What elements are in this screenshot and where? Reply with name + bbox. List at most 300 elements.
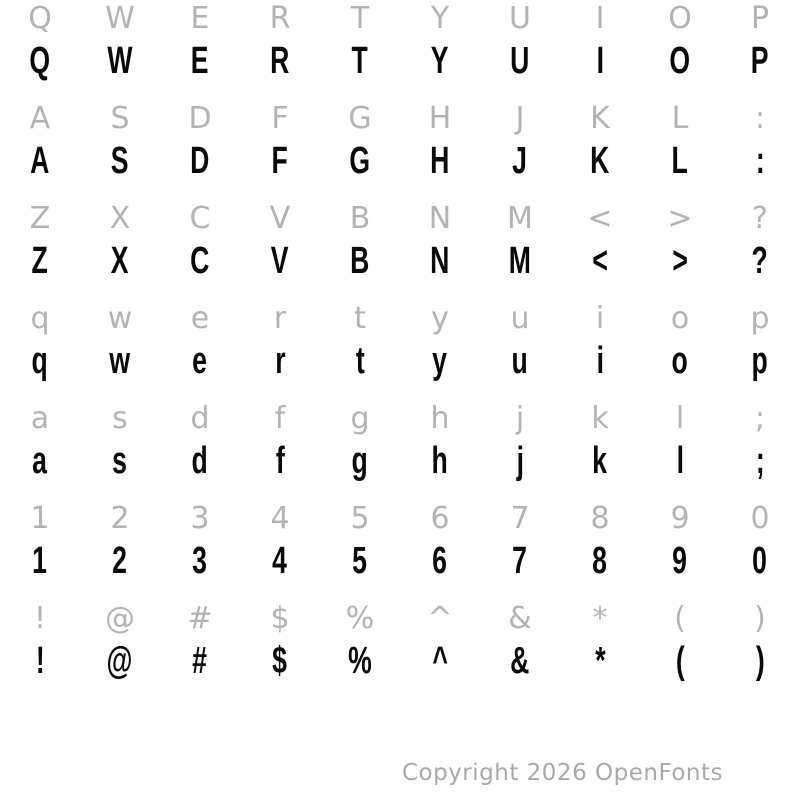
- glyph: ^: [427, 601, 453, 636]
- glyph-cell-black: [480, 240, 560, 282]
- glyph: 6: [432, 540, 448, 582]
- glyph-cell-black: [320, 40, 400, 82]
- glyph: 8: [590, 501, 610, 536]
- glyph-cell-gray: [160, 0, 240, 38]
- glyph-cell-gray: [160, 500, 240, 538]
- glyph: ;: [755, 440, 765, 482]
- glyph-cell-gray: [560, 200, 640, 238]
- glyph: 9: [670, 501, 690, 536]
- glyph: 2: [112, 540, 128, 582]
- glyph: 7: [512, 540, 528, 582]
- glyph: 4: [270, 501, 290, 536]
- glyph-cell-black: [400, 540, 480, 582]
- glyph: >: [667, 201, 693, 236]
- glyph-cell-gray: [400, 600, 480, 638]
- glyph: ): [754, 601, 766, 636]
- glyph: K: [590, 101, 610, 136]
- glyph: ?: [752, 201, 768, 236]
- glyph-cell-black: [480, 340, 560, 382]
- glyph: 1: [32, 540, 48, 582]
- glyph-cell-gray: [320, 600, 400, 638]
- glyph: t: [354, 301, 366, 336]
- glyph: l: [675, 401, 685, 436]
- glyph-cell-gray: [160, 600, 240, 638]
- glyph: M: [508, 240, 532, 282]
- glyph-cell-gray: [0, 200, 80, 238]
- glyph-block: [0, 200, 800, 300]
- glyph-row-gray: [0, 200, 800, 238]
- glyph-cell-gray: [400, 100, 480, 138]
- glyph-cell-gray: [400, 300, 480, 338]
- glyph: X: [111, 240, 129, 282]
- glyph: h: [430, 401, 450, 436]
- glyph: o: [671, 340, 689, 382]
- glyph: u: [511, 340, 529, 382]
- glyph-cell-black: [240, 240, 320, 282]
- glyph: *: [594, 640, 606, 682]
- glyph: <: [592, 240, 608, 282]
- glyph-cell-black: [320, 540, 400, 582]
- glyph: A: [30, 140, 50, 182]
- glyph-cell-gray: [320, 200, 400, 238]
- glyph-cell-gray: [80, 100, 160, 138]
- glyph: Q: [29, 40, 51, 82]
- glyph-cell-black: [720, 440, 800, 482]
- glyph: X: [109, 201, 131, 236]
- glyph: 6: [430, 501, 450, 536]
- glyph-cell-gray: [320, 400, 400, 438]
- glyph-row-gray: [0, 300, 800, 338]
- glyph-block: [0, 600, 800, 700]
- glyph: 3: [190, 501, 210, 536]
- glyph-cell-black: [560, 40, 640, 82]
- glyph: 4: [272, 540, 288, 582]
- glyph: y: [431, 301, 449, 336]
- glyph-cell-black: [0, 540, 80, 582]
- glyph-cell-black: [720, 540, 800, 582]
- glyph: t: [355, 340, 365, 382]
- glyph: I: [596, 40, 604, 82]
- glyph-cell-black: [480, 640, 560, 682]
- glyph-cell-black: [560, 540, 640, 582]
- glyph-cell-gray: [480, 0, 560, 38]
- glyph-block: [0, 500, 800, 600]
- glyph: $: [272, 640, 288, 682]
- glyph-cell-gray: [160, 100, 240, 138]
- glyph: 1: [30, 501, 50, 536]
- glyph: S: [111, 140, 129, 182]
- glyph-cell-gray: [80, 600, 160, 638]
- glyph: Y: [430, 1, 450, 36]
- glyph-cell-black: [0, 640, 80, 682]
- glyph: J: [515, 101, 525, 136]
- glyph: 8: [592, 540, 608, 582]
- glyph-cell-gray: [80, 400, 160, 438]
- glyph: :: [755, 140, 765, 182]
- glyph-cell-gray: [560, 500, 640, 538]
- glyph: M: [507, 201, 533, 236]
- glyph-cell-black: [320, 440, 400, 482]
- glyph-block: [0, 400, 800, 500]
- glyph: 7: [510, 501, 530, 536]
- glyph: P: [751, 40, 769, 82]
- glyph-cell-black: [320, 140, 400, 182]
- glyph: 0: [750, 501, 770, 536]
- glyph-cell-gray: [240, 400, 320, 438]
- glyph-cell-gray: [640, 500, 720, 538]
- glyph: k: [591, 401, 609, 436]
- glyph-cell-gray: [480, 100, 560, 138]
- glyph: H: [428, 101, 452, 136]
- glyph: 2: [110, 501, 130, 536]
- glyph: K: [590, 140, 610, 182]
- glyph: f: [274, 401, 286, 436]
- glyph-cell-gray: [640, 600, 720, 638]
- glyph-cell-gray: [640, 400, 720, 438]
- glyph-cell-black: [560, 440, 640, 482]
- glyph: w: [107, 301, 133, 336]
- glyph-cell-black: [240, 540, 320, 582]
- glyph-cell-black: [80, 440, 160, 482]
- glyph: u: [510, 301, 530, 336]
- glyph: T: [351, 40, 369, 82]
- glyph-row-black: [0, 40, 800, 82]
- glyph: j: [516, 440, 524, 482]
- glyph-cell-gray: [0, 0, 80, 38]
- glyph: G: [349, 140, 371, 182]
- glyph-cell-black: [640, 340, 720, 382]
- glyph-cell-gray: [720, 500, 800, 538]
- glyph: h: [431, 440, 449, 482]
- glyph: V: [271, 240, 289, 282]
- glyph: L: [671, 101, 689, 136]
- glyph: f: [275, 440, 285, 482]
- glyph: d: [190, 401, 210, 436]
- glyph: C: [190, 240, 210, 282]
- glyph-row-black: [0, 440, 800, 482]
- glyph-block: [0, 300, 800, 400]
- glyph-cell-gray: [720, 200, 800, 238]
- glyph-cell-black: [80, 640, 160, 682]
- glyph-cell-gray: [720, 600, 800, 638]
- glyph: L: [671, 140, 689, 182]
- glyph-cell-black: [80, 540, 160, 582]
- glyph-row-black: [0, 340, 800, 382]
- glyph-cell-gray: [320, 300, 400, 338]
- copyright-text: Copyright 2026 OpenFonts: [401, 760, 723, 786]
- glyph: B: [350, 240, 370, 282]
- glyph-cell-gray: [240, 600, 320, 638]
- glyph-cell-gray: [80, 500, 160, 538]
- glyph: y: [432, 340, 448, 382]
- glyph: O: [669, 40, 691, 82]
- glyph: A: [29, 101, 51, 136]
- glyph-row-black: [0, 640, 800, 682]
- glyph-block: [0, 100, 800, 200]
- glyph: D: [190, 140, 210, 182]
- glyph-cell-black: [720, 640, 800, 682]
- glyph: a: [32, 440, 48, 482]
- glyph-cell-black: [80, 140, 160, 182]
- glyph-cell-gray: [0, 500, 80, 538]
- glyph-cell-gray: [640, 200, 720, 238]
- glyph-cell-gray: [720, 0, 800, 38]
- glyph-cell-gray: [240, 100, 320, 138]
- glyph-cell-black: [400, 440, 480, 482]
- glyph-cell-gray: [320, 100, 400, 138]
- glyph: W: [107, 40, 133, 82]
- glyph: R: [269, 1, 291, 36]
- glyph: &: [510, 640, 530, 682]
- glyph-cell-black: [0, 440, 80, 482]
- glyph-cell-black: [640, 540, 720, 582]
- glyph: D: [188, 101, 212, 136]
- glyph-cell-black: [0, 40, 80, 82]
- glyph-cell-gray: [240, 200, 320, 238]
- glyph-cell-black: [160, 140, 240, 182]
- glyph-cell-gray: [400, 400, 480, 438]
- glyph: N: [430, 240, 450, 282]
- glyph-cell-gray: [160, 300, 240, 338]
- glyph-cell-gray: [480, 300, 560, 338]
- glyph-row-black: [0, 240, 800, 282]
- glyph: E: [191, 40, 209, 82]
- glyph-cell-black: [400, 140, 480, 182]
- glyph: @: [105, 601, 135, 636]
- glyph-cell-gray: [400, 200, 480, 238]
- glyph-cell-gray: [480, 400, 560, 438]
- glyph: $: [270, 601, 290, 636]
- glyph-cell-gray: [720, 100, 800, 138]
- glyph-cell-black: [720, 340, 800, 382]
- glyph: l: [676, 440, 684, 482]
- glyph-cell-black: [80, 340, 160, 382]
- glyph: q: [30, 301, 50, 336]
- glyph-cell-gray: [0, 300, 80, 338]
- glyph: r: [273, 301, 287, 336]
- glyph-cell-gray: [560, 400, 640, 438]
- glyph: W: [105, 1, 135, 36]
- glyph: d: [191, 440, 209, 482]
- glyph: k: [592, 440, 608, 482]
- glyph-cell-gray: [240, 0, 320, 38]
- glyph-cell-gray: [400, 0, 480, 38]
- glyph-cell-black: [480, 540, 560, 582]
- glyph: w: [109, 340, 131, 382]
- glyph-cell-black: [160, 340, 240, 382]
- glyph-cell-gray: [640, 300, 720, 338]
- glyph: g: [351, 440, 369, 482]
- glyph: 9: [672, 540, 688, 582]
- glyph: a: [30, 401, 50, 436]
- glyph-cell-black: [560, 340, 640, 382]
- glyph-cell-gray: [720, 300, 800, 338]
- glyph: Z: [29, 201, 51, 236]
- glyph-cell-gray: [560, 0, 640, 38]
- glyph-cell-black: [480, 140, 560, 182]
- glyph-cell-gray: [80, 300, 160, 338]
- glyph-cell-black: [400, 240, 480, 282]
- glyph-cell-black: [400, 640, 480, 682]
- glyph-cell-gray: [160, 200, 240, 238]
- glyph-cell-gray: [0, 400, 80, 438]
- glyph-cell-black: [320, 640, 400, 682]
- glyph-cell-black: [480, 40, 560, 82]
- glyph: E: [190, 1, 210, 36]
- glyph-cell-black: [560, 140, 640, 182]
- glyph: e: [190, 301, 210, 336]
- glyph: #: [187, 601, 213, 636]
- glyph-block: [0, 0, 800, 100]
- glyph: e: [192, 340, 208, 382]
- glyph-cell-gray: [320, 500, 400, 538]
- glyph-cell-black: [240, 640, 320, 682]
- glyph-cell-black: [560, 240, 640, 282]
- glyph: %: [345, 601, 375, 636]
- glyph: q: [31, 340, 49, 382]
- glyph-cell-gray: [720, 400, 800, 438]
- glyph-cell-black: [400, 340, 480, 382]
- glyph-cell-gray: [80, 0, 160, 38]
- glyph-cell-black: [0, 240, 80, 282]
- glyph: Q: [28, 1, 52, 36]
- glyph-cell-black: [320, 240, 400, 282]
- glyph-cell-gray: [0, 100, 80, 138]
- glyph: *: [592, 601, 608, 636]
- glyph-row-gray: [0, 600, 800, 638]
- glyph: ^: [432, 640, 448, 682]
- glyph: !: [35, 640, 45, 682]
- glyph-cell-gray: [320, 0, 400, 38]
- glyph-cell-gray: [480, 500, 560, 538]
- glyph: (: [675, 640, 685, 682]
- glyph-cell-black: [160, 540, 240, 582]
- glyph: T: [350, 1, 370, 36]
- glyph-cell-black: [640, 240, 720, 282]
- glyph-cell-black: [720, 240, 800, 282]
- glyph-cell-black: [480, 440, 560, 482]
- glyph: !: [33, 601, 47, 636]
- glyph: <: [587, 201, 613, 236]
- glyph: i: [596, 340, 604, 382]
- glyph-cell-black: [240, 40, 320, 82]
- glyph: @: [107, 640, 133, 682]
- glyph: >: [672, 240, 688, 282]
- glyph-cell-gray: [240, 500, 320, 538]
- glyph-cell-black: [0, 340, 80, 382]
- glyph-row-gray: [0, 100, 800, 138]
- glyph-cell-black: [240, 140, 320, 182]
- glyph: #: [192, 640, 208, 682]
- glyph-cell-gray: [80, 200, 160, 238]
- glyph-cell-black: [400, 40, 480, 82]
- glyph: 0: [752, 540, 768, 582]
- glyph: o: [670, 301, 690, 336]
- glyph: ): [755, 640, 765, 682]
- glyph: %: [348, 640, 372, 682]
- glyph-cell-black: [640, 440, 720, 482]
- glyph-cell-black: [640, 640, 720, 682]
- glyph-cell-black: [160, 440, 240, 482]
- glyph-cell-gray: [480, 600, 560, 638]
- glyph: s: [112, 440, 128, 482]
- glyph-cell-gray: [160, 400, 240, 438]
- glyph: ;: [754, 401, 766, 436]
- glyph-row-gray: [0, 0, 800, 38]
- glyph: ?: [751, 240, 769, 282]
- glyph-cell-black: [720, 140, 800, 182]
- glyph: P: [750, 1, 770, 36]
- glyph-row-gray: [0, 400, 800, 438]
- glyph-row-black: [0, 540, 800, 582]
- glyph-row-gray: [0, 500, 800, 538]
- glyph: j: [515, 401, 525, 436]
- glyph: 5: [350, 501, 370, 536]
- glyph: &: [508, 601, 532, 636]
- glyph: 3: [192, 540, 208, 582]
- glyph: I: [595, 1, 605, 36]
- glyph-cell-gray: [640, 100, 720, 138]
- glyph: (: [674, 601, 686, 636]
- glyph-cell-black: [80, 40, 160, 82]
- glyph: B: [349, 201, 371, 236]
- glyph-cell-black: [160, 640, 240, 682]
- glyph: U: [510, 40, 530, 82]
- glyph-cell-gray: [0, 600, 80, 638]
- glyph: G: [348, 101, 372, 136]
- glyph-cell-black: [80, 240, 160, 282]
- glyph-cell-black: [160, 40, 240, 82]
- glyph: F: [271, 101, 289, 136]
- glyph-cell-gray: [240, 300, 320, 338]
- glyph: g: [350, 401, 370, 436]
- glyph-cell-black: [0, 140, 80, 182]
- glyph-cell-black: [640, 40, 720, 82]
- glyph: r: [274, 340, 286, 382]
- glyph-cell-gray: [560, 100, 640, 138]
- glyph-cell-black: [160, 240, 240, 282]
- glyph: s: [112, 401, 128, 436]
- glyph: J: [512, 140, 528, 182]
- glyph-cell-gray: [400, 500, 480, 538]
- glyph-cell-black: [240, 340, 320, 382]
- glyph: N: [428, 201, 452, 236]
- glyph: R: [270, 40, 290, 82]
- glyph-cell-black: [720, 40, 800, 82]
- glyph: 5: [352, 540, 368, 582]
- glyph-cell-black: [240, 440, 320, 482]
- glyph: S: [110, 101, 130, 136]
- glyph-cell-gray: [480, 200, 560, 238]
- glyph: p: [751, 340, 769, 382]
- glyph-cell-black: [560, 640, 640, 682]
- glyph-cell-black: [320, 340, 400, 382]
- glyph-cell-gray: [560, 300, 640, 338]
- glyph-cell-gray: [640, 0, 720, 38]
- glyph: Y: [431, 40, 449, 82]
- glyph: V: [269, 201, 291, 236]
- glyph: p: [750, 301, 770, 336]
- glyph: i: [595, 301, 605, 336]
- glyph: F: [271, 140, 289, 182]
- glyph: O: [668, 1, 692, 36]
- glyph: H: [430, 140, 450, 182]
- glyph: C: [189, 201, 211, 236]
- glyph: U: [509, 1, 531, 36]
- glyph-cell-black: [640, 140, 720, 182]
- glyph: :: [754, 101, 766, 136]
- glyph-cell-gray: [560, 600, 640, 638]
